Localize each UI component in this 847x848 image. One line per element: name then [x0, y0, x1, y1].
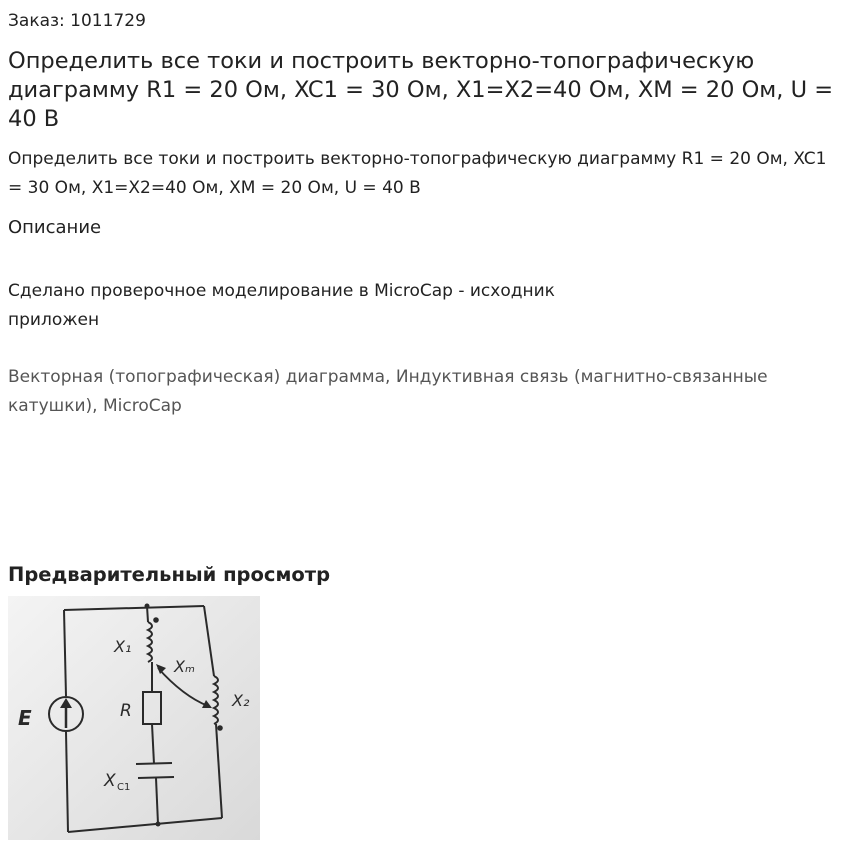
label-r: R — [120, 701, 132, 721]
circuit-diagram — [8, 596, 260, 840]
description-text: Сделано проверочное моделирование в MicroCap - исходник приложен — [8, 281, 555, 330]
label-xm: Xₘ — [174, 657, 195, 676]
label-e: E — [18, 706, 32, 730]
label-x2: X₂ — [232, 691, 250, 710]
label-xc1-subscript: C1 — [117, 782, 131, 793]
task-summary: Определить все токи и построить векторно-топографическую диаграмму R1 = 20 Ом, XC1 = 30 Ом, X1=X2=40 Ом, XM = 20 Ом, U = 40 В — [8, 149, 827, 198]
node-top-icon — [145, 604, 150, 609]
node-bottom-icon — [156, 822, 161, 827]
order-number: Заказ: 1011729 — [8, 11, 146, 31]
tags-list: Векторная (топографическая) диаграмма, Индуктивная связь (магнитно-связанные катушки), MicroCap — [8, 367, 768, 416]
description-heading: Описание — [8, 217, 102, 238]
preview-background — [8, 596, 260, 840]
circuit-preview-image[interactable] — [8, 596, 260, 840]
preview-heading: Предварительный просмотр — [8, 563, 331, 586]
page-title: Определить все токи и построить векторно-топографическую диаграмму R1 = 20 Ом, XC1 = 30 Ом, X1=X2=40 Ом, XM = 20 Ом, U = 40 В — [8, 48, 834, 132]
label-xc1: X — [104, 771, 116, 791]
label-x1: X₁ — [114, 637, 132, 656]
